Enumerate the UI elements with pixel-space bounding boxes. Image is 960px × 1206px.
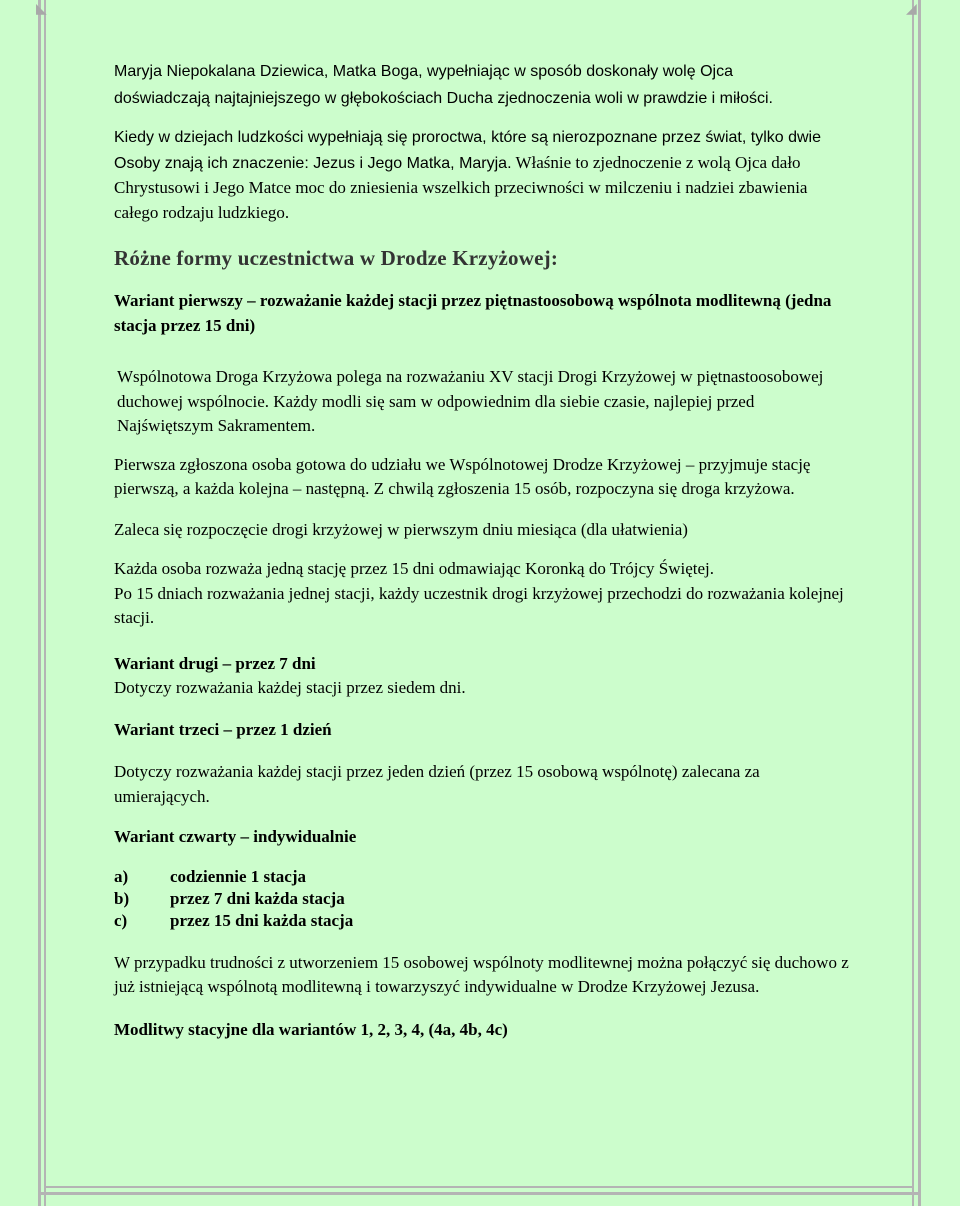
page-frame-bottom-outer — [38, 1192, 921, 1195]
section-heading: Różne formy uczestnictwa w Drodze Krzyżowej: — [114, 246, 559, 270]
individual-options-list — [114, 866, 854, 932]
page-frame-right-inner — [912, 0, 914, 1206]
corner-ornament-icon: ◢ — [906, 1, 917, 17]
list-item-text: przez 15 dni każda stacja — [170, 910, 354, 930]
variant-2-description: Dotyczy rozważania każdej stacji przez siedem dni. — [114, 678, 466, 697]
start-recommendation: Zaleca się rozpoczęcie drogi krzyżowej w pierwszym dniu miesiąca (dla ułatwienia) — [114, 519, 688, 539]
variant-3-description: Dotyczy rozważania każdej stacji przez jeden dzień (przez 15 osobową wspólnotę) zalecana za umierających. — [114, 762, 760, 806]
page-frame-left-inner — [44, 0, 46, 1206]
intro-line-1: Maryja Niepokalana Dziewica, Matka Boga, wypełniając w sposób doskonały wolę Ojca — [114, 63, 733, 80]
variant-4-heading: Wariant czwarty – indywidualnie — [114, 827, 357, 846]
page-frame-left-outer — [38, 0, 41, 1206]
station-rotation-text-b: Po 15 dniach rozważania jednej stacji, każdy uczestnik drogi krzyżowej przechodzi do rozważania kolejnej stacji. — [114, 583, 844, 627]
prayers-heading: Modlitwy stacyjne dla wariantów 1, 2, 3, 4, (4a, 4b, 4c) — [114, 1019, 508, 1039]
document-body — [114, 58, 854, 1042]
page-frame-right-outer — [918, 0, 921, 1206]
community-alternative-paragraph: W przypadku trudności z utworzeniem 15 osobowej wspólnoty modlitewnej można połączyć się duchowo z już istniejącą wspólnotą modlitewną i towarzyszyć indywidualne w Drodze Krzyżowej Jezusa. — [114, 952, 849, 996]
station-rotation-paragraph — [114, 557, 854, 631]
community-description: Wspólnotowa Droga Krzyżowa polega na rozważaniu XV stacji Drogi Krzyżowej w piętnastoosobowej duchowej wspólnocie. Każdy modli się sam w odpowiednim dla siebie czasie, najlepiej przed Najświętszym Sakramentem. — [117, 367, 824, 435]
list-item-text: przez 7 dni każda stacja — [170, 888, 345, 908]
list-item — [114, 866, 854, 888]
page-frame-bottom-inner — [44, 1186, 914, 1188]
prophecy-paragraph — [114, 125, 854, 225]
list-item — [114, 910, 854, 932]
variant-3-heading: Wariant trzeci – przez 1 dzień — [114, 719, 332, 739]
corner-ornament-icon: ◣ — [36, 1, 47, 17]
prophecy-text-b: Właśnie to zjednoczenie z wolą Ojca dało Chrystusowi i Jego Matce moc do zniesienia wszelkich przeciwności w milczeniu i nadziei zbawienia całego rodzaju ludzkiego. — [114, 152, 808, 222]
registration-description: Pierwsza zgłoszona osoba gotowa do udziału we Wspólnotowej Drodze Krzyżowej – przyjmuje stację pierwszą, a każda kolejna – następną. Z chwilą zgłoszenia 15 osób, rozpoczyna się droga krzyżowa. — [114, 454, 811, 498]
list-item — [114, 888, 854, 910]
list-marker: a) — [114, 866, 129, 886]
list-marker: b) — [114, 888, 130, 908]
variant-2-heading: Wariant drugi – przez 7 dni — [114, 653, 316, 673]
intro-paragraph — [114, 58, 854, 112]
variant-1-heading: Wariant pierwszy – rozważanie każdej stacji przez piętnastoosobową wspólnota modlitewną (jedna stacja przez 15 dni) — [114, 291, 832, 335]
intro-line-2: doświadczają najtajniejszego w głębokościach Ducha zjednoczenia woli w prawdzie i miłości. — [114, 90, 773, 107]
prophecy-text-a: Kiedy w dziejach ludzkości wypełniają się proroctwa, które są nierozpoznane przez świat, tylko dwie Osoby znają ich znaczenie: Jezus i Jego Matka, Maryja. — [114, 129, 821, 172]
station-rotation-text-a: Każda osoba rozważa jedną stację przez 15 dni odmawiając Koronką do Trójcy Świętej. — [114, 559, 714, 578]
list-item-text: codziennie 1 stacja — [170, 866, 306, 886]
list-marker: c) — [114, 910, 128, 930]
